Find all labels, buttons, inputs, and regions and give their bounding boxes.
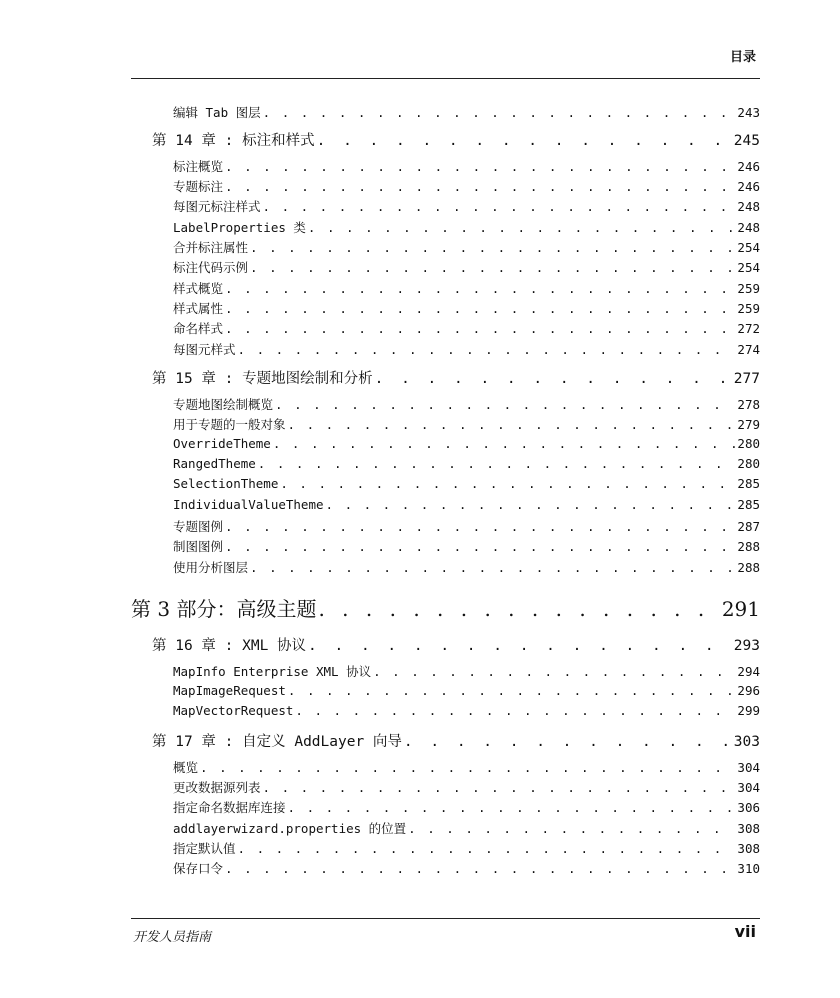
toc-page-number: 304 bbox=[737, 760, 760, 775]
toc-page-number: 287 bbox=[737, 519, 760, 534]
header-rule bbox=[131, 78, 760, 79]
toc-entry[interactable] bbox=[131, 456, 760, 471]
toc-leader bbox=[375, 371, 732, 387]
toc-leader bbox=[318, 597, 719, 621]
toc-leader bbox=[225, 301, 735, 316]
toc-page-number: 280 bbox=[737, 456, 760, 471]
toc-entry[interactable] bbox=[131, 819, 760, 837]
toc-title: 每图元样式 bbox=[173, 342, 236, 357]
toc-title: 样式概览 bbox=[173, 281, 224, 296]
toc-title: 命名样式 bbox=[173, 321, 224, 336]
toc-entry[interactable] bbox=[131, 319, 760, 337]
toc-title: 专题图例 bbox=[173, 519, 224, 534]
toc-page-number: 280 bbox=[737, 436, 760, 451]
toc-page-number: 303 bbox=[733, 734, 760, 750]
toc-leader bbox=[258, 456, 736, 471]
toc-page-number: 288 bbox=[737, 539, 760, 554]
toc-leader bbox=[250, 560, 735, 575]
toc-leader bbox=[263, 199, 736, 214]
toc-title: 用于专题的一般对象 bbox=[173, 417, 286, 432]
toc-leader bbox=[225, 321, 735, 336]
toc-leader bbox=[225, 861, 735, 876]
toc-entry[interactable] bbox=[131, 662, 760, 680]
toc-chapter[interactable] bbox=[131, 634, 760, 655]
toc-title: 制图图例 bbox=[173, 539, 224, 554]
toc-leader bbox=[225, 519, 735, 534]
toc-title: MapInfo Enterprise XML 协议 bbox=[173, 664, 372, 679]
toc-page-number: 246 bbox=[737, 159, 760, 174]
toc-entry[interactable] bbox=[131, 683, 760, 698]
toc-page-number: 285 bbox=[737, 476, 760, 491]
toc-leader bbox=[288, 683, 736, 698]
toc-page-number: 279 bbox=[737, 417, 760, 432]
running-header-title: 目录 bbox=[729, 50, 756, 65]
toc-title: IndividualValueTheme bbox=[173, 497, 324, 512]
toc-page-number: 306 bbox=[737, 800, 760, 815]
toc-page-number: 308 bbox=[737, 841, 760, 856]
toc-page-number: 277 bbox=[733, 371, 760, 387]
toc-entry[interactable] bbox=[131, 177, 760, 195]
toc-page-number: 272 bbox=[737, 321, 760, 336]
toc-title: 每图元标注样式 bbox=[173, 199, 261, 214]
toc-entry[interactable] bbox=[131, 778, 760, 796]
toc-title: 专题地图绘制概览 bbox=[173, 397, 274, 412]
toc-title: 第 16 章 : XML 协议 bbox=[152, 638, 307, 654]
toc-entry[interactable] bbox=[131, 258, 760, 276]
toc-page-number: 243 bbox=[737, 105, 760, 120]
toc-title: SelectionTheme bbox=[173, 476, 279, 491]
toc-page-number: 310 bbox=[737, 861, 760, 876]
toc-page-number: 288 bbox=[737, 560, 760, 575]
toc-leader bbox=[250, 240, 735, 255]
toc-entry[interactable] bbox=[131, 103, 760, 121]
toc-chapter[interactable] bbox=[131, 730, 760, 751]
toc-page-number: 254 bbox=[737, 240, 760, 255]
toc-leader bbox=[308, 220, 736, 235]
toc-leader bbox=[238, 841, 736, 856]
toc-entry[interactable] bbox=[131, 537, 760, 555]
toc-title: MapImageRequest bbox=[173, 683, 286, 698]
toc-leader bbox=[295, 703, 735, 718]
toc-leader bbox=[225, 179, 735, 194]
toc-title: 合并标注属性 bbox=[173, 240, 249, 255]
toc-leader bbox=[238, 342, 736, 357]
toc-title: addlayerwizard.properties 的位置 bbox=[173, 821, 407, 836]
toc-leader bbox=[288, 800, 736, 815]
toc-page-number: 291 bbox=[721, 597, 760, 621]
toc-entry[interactable] bbox=[131, 299, 760, 317]
toc-leader bbox=[263, 780, 736, 795]
toc-page-number: 259 bbox=[737, 281, 760, 296]
toc-chapter[interactable] bbox=[131, 367, 760, 388]
toc-title: 标注代码示例 bbox=[173, 260, 249, 275]
toc-page-number: 308 bbox=[737, 821, 760, 836]
toc-title: RangedTheme bbox=[173, 456, 256, 471]
toc-page-number: 246 bbox=[737, 179, 760, 194]
toc-page-number: 278 bbox=[737, 397, 760, 412]
toc-page-number: 259 bbox=[737, 301, 760, 316]
toc-leader bbox=[200, 760, 735, 775]
toc-title: 样式属性 bbox=[173, 301, 224, 316]
toc-title: MapVectorRequest bbox=[173, 703, 294, 718]
toc-leader bbox=[275, 397, 735, 412]
toc-page-number: 294 bbox=[737, 664, 760, 679]
toc-leader bbox=[273, 436, 736, 451]
toc-page-number: 245 bbox=[733, 133, 760, 149]
toc-title: 第 15 章 : 专题地图绘制和分析 bbox=[152, 371, 373, 387]
toc-page-number: 254 bbox=[737, 260, 760, 275]
toc-title: 第 14 章 : 标注和样式 bbox=[152, 133, 315, 149]
toc-leader bbox=[280, 476, 735, 491]
toc-entry[interactable] bbox=[131, 157, 760, 175]
toc-entry[interactable] bbox=[131, 197, 760, 215]
toc-leader bbox=[326, 497, 736, 512]
toc-title: 专题标注 bbox=[173, 179, 224, 194]
toc-leader bbox=[225, 539, 735, 554]
toc-title: 第 3 部分：高级主题 bbox=[131, 597, 317, 621]
toc-entry[interactable] bbox=[131, 859, 760, 877]
toc-leader bbox=[263, 105, 736, 120]
toc-page-number: 248 bbox=[737, 199, 760, 214]
toc-page-number: 293 bbox=[733, 638, 760, 654]
toc-title: 编辑 Tab 图层 bbox=[173, 105, 261, 120]
toc-leader bbox=[225, 159, 735, 174]
toc-title: 第 17 章 : 自定义 AddLayer 向导 bbox=[152, 734, 402, 750]
footer-rule bbox=[131, 918, 760, 919]
toc-entry[interactable] bbox=[131, 238, 760, 256]
toc-page-number: 304 bbox=[737, 780, 760, 795]
toc-entry[interactable] bbox=[131, 758, 760, 776]
toc-leader bbox=[288, 417, 736, 432]
toc-title: 概览 bbox=[173, 760, 199, 775]
toc-leader bbox=[408, 821, 735, 836]
toc-leader bbox=[225, 281, 735, 296]
footer-title: 开发人员指南 bbox=[133, 930, 212, 945]
toc-entry[interactable] bbox=[131, 476, 760, 491]
toc-leader bbox=[373, 664, 735, 679]
toc-title: 使用分析图层 bbox=[173, 560, 249, 575]
toc-entry[interactable] bbox=[131, 436, 760, 451]
toc-leader bbox=[250, 260, 735, 275]
toc-leader bbox=[308, 638, 732, 654]
toc-entry[interactable] bbox=[131, 279, 760, 297]
toc-entry[interactable] bbox=[131, 703, 760, 718]
page-number: vii bbox=[734, 922, 756, 941]
toc-entry[interactable] bbox=[131, 340, 760, 358]
toc-title: 更改数据源列表 bbox=[173, 780, 261, 795]
toc-entry[interactable] bbox=[131, 218, 760, 236]
toc-title: 保存口令 bbox=[173, 861, 224, 876]
toc-entry[interactable] bbox=[131, 558, 760, 576]
toc-entry[interactable] bbox=[131, 497, 760, 512]
toc-entry[interactable] bbox=[131, 395, 760, 413]
toc-page-number: 299 bbox=[737, 703, 760, 718]
toc-page-number: 248 bbox=[737, 220, 760, 235]
toc-page-number: 296 bbox=[737, 683, 760, 698]
toc-title: 指定默认值 bbox=[173, 841, 236, 856]
toc-entry[interactable] bbox=[131, 798, 760, 816]
toc-page-number: 285 bbox=[737, 497, 760, 512]
toc-title: 标注概览 bbox=[173, 159, 224, 174]
toc-leader bbox=[404, 734, 732, 750]
toc-entry[interactable] bbox=[131, 839, 760, 857]
toc-title: OverrideTheme bbox=[173, 436, 271, 451]
toc-title: LabelProperties 类 bbox=[173, 220, 306, 235]
toc-part[interactable] bbox=[131, 593, 760, 622]
toc-leader bbox=[317, 133, 732, 149]
toc-title: 指定命名数据库连接 bbox=[173, 800, 286, 815]
toc-chapter[interactable] bbox=[131, 129, 760, 150]
toc-entry[interactable] bbox=[131, 415, 760, 433]
toc-page-number: 274 bbox=[737, 342, 760, 357]
toc-entry[interactable] bbox=[131, 517, 760, 535]
